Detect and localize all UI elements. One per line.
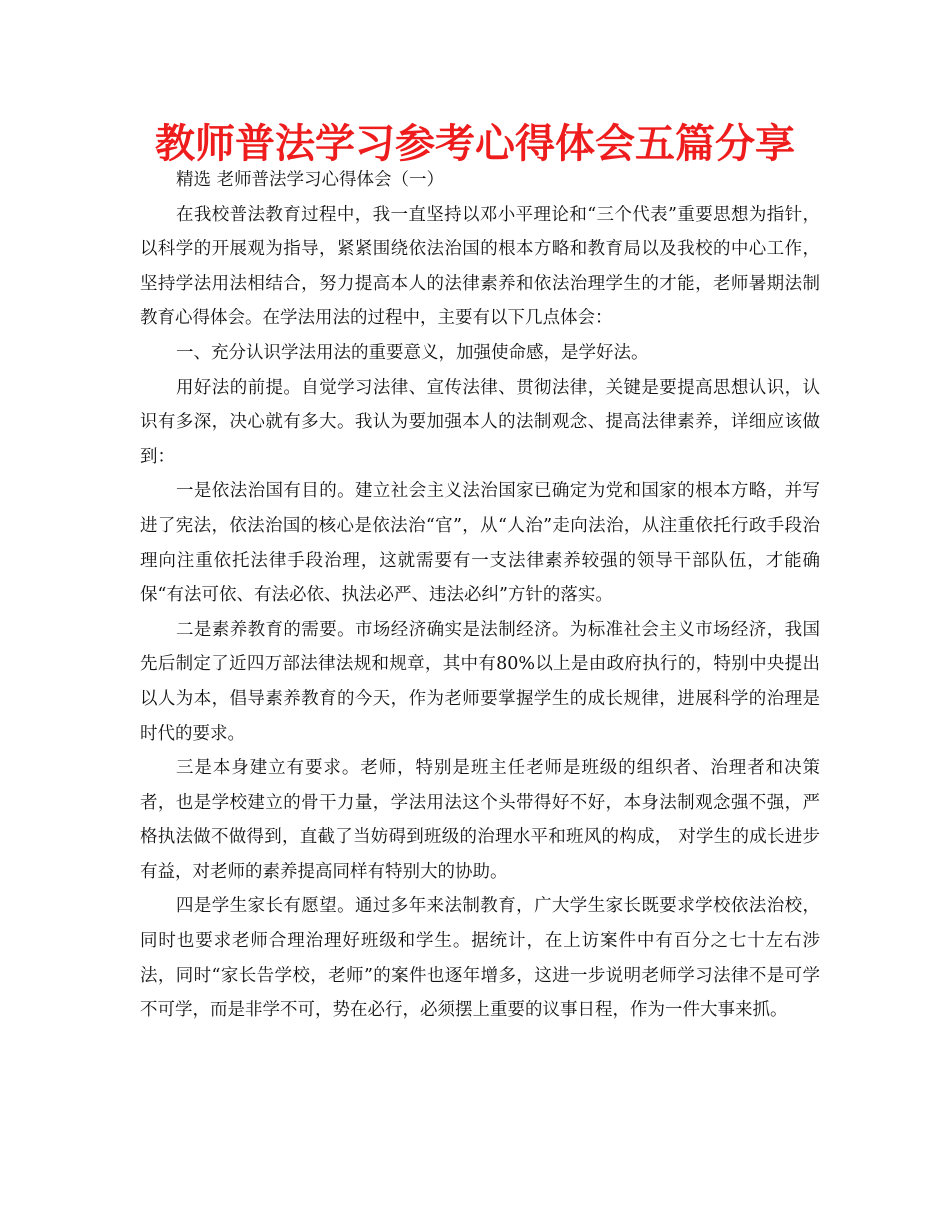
paragraph-1: 在我校普法教育过程中，我一直坚持以邓小平理论和“三个代表”重要思想为指针，以科学的开展观为指导，紧紧围绕依法治国的根本方略和教育局以及我校的中心工作，坚持学法用法相结合，努力提高本人的法律素养和依法治理学生的才能，老师暑期法制教育心得体会。在学法用法的过程中，主要有以下几点体会： (140, 204, 820, 329)
paragraph-2: 一、充分认识学法用法的重要意义，加强使命感，是学好法。 (176, 342, 649, 363)
paragraph-5: 二是素养教育的需要。市场经济确实是法制经济。为标准社会主义市场经济，我国先后制定了近四万部法律法规和规章，其中有80%以上是由政府执行的，特别中央提出以人为本，倡导素养教育的今天，作为老师要掌握学生的成长规律，进展科学的治理是时代的要求。 (140, 619, 820, 744)
paragraph-4: 一是依法治国有目的。建立社会主义法治国家已确定为党和国家的根本方略，并写进了宪法，依法治国的核心是依法治“官”，从“人治”走向法治，从注重依托行政手段治理向注重依托法律手段治理，这就需要有一支法律素养较强的领导干部队伍，才能确保“有法可依、有法必依、执法必严、违法必纠”方针的落实。 (140, 481, 820, 606)
document-subtitle: 精选 老师普法学习心得体会（一） (176, 170, 445, 190)
paragraph-3: 用好法的前提。自觉学习法律、宣传法律、贯彻法律，关键是要提高思想认识，认识有多深，决心就有多大。我认为要加强本人的法制观念、提高法律素养，详细应该做到： (140, 377, 820, 467)
document-title: 教师普法学习参考心得体会五篇分享 (155, 121, 795, 167)
paragraph-7: 四是学生家长有愿望。通过多年来法制教育，广大学生家长既要求学校依法治校，同时也要求老师合理治理好班级和学生。据统计，在上访案件中有百分之七十左右涉法，同时“家长告学校，老师”的案件也逐年增多，这进一步说明老师学习法律不是可学不可学，而是非学不可，势在必行，必须摆上重要的议事日程，作为一件大事来抓。 (140, 896, 820, 1021)
document-body (140, 163, 820, 1028)
paragraph-6: 三是本身建立有要求。老师，特别是班主任老师是班级的组织者、治理者和决策者，也是学校建立的骨干力量，学法用法这个头带得好不好，本身法制观念强不强，严格执法做不做得到，直截了当妨碍到班级的治理水平和班风的构成， 对学生的成长进步有益，对老师的素养提高同样有特别大的协助。 (140, 758, 820, 882)
